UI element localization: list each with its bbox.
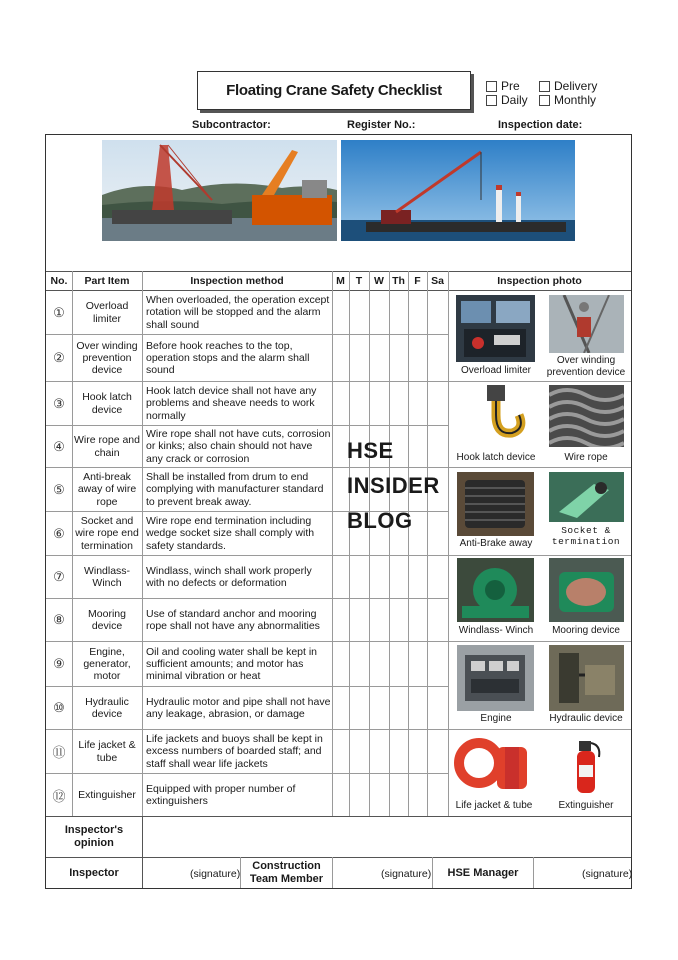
part-item: Over winding prevention device bbox=[76, 339, 138, 377]
hse-signature[interactable]: (signature) bbox=[582, 868, 633, 880]
freq-daily[interactable]: Daily bbox=[486, 93, 528, 107]
checkbox-pre[interactable] bbox=[486, 81, 497, 92]
windlass-winch-caption: Windlass- Winch bbox=[458, 625, 534, 636]
inspection-method: Hook latch device shall not have any problems and sheave needs to work normally bbox=[146, 385, 317, 422]
life-jacket-caption: Life jacket & tube bbox=[455, 800, 533, 811]
windlass-winch-photo bbox=[457, 558, 534, 622]
row-number: ⑩ bbox=[53, 700, 65, 715]
mooring-caption: Mooring device bbox=[552, 625, 620, 636]
over-winding-caption: Over winding prevention device bbox=[546, 355, 626, 378]
col-day-w: W bbox=[374, 275, 384, 287]
inspection-method: Wire rope end termination including wedge socket size shall comply with safety standards. bbox=[146, 515, 315, 552]
row-number: ⑤ bbox=[53, 481, 65, 497]
divider bbox=[142, 271, 143, 816]
mooring-photo bbox=[549, 558, 624, 622]
anti-brake-photo bbox=[457, 472, 534, 536]
row-number: ① bbox=[53, 304, 65, 320]
inspection-method: Before hook reaches to the top, operation stops and the alarm shall sound bbox=[146, 339, 310, 377]
checkbox-monthly[interactable] bbox=[539, 95, 550, 106]
subcontractor-label: Subcontractor: bbox=[192, 119, 271, 131]
row-number: ② bbox=[53, 350, 65, 365]
inspection-date-label: Inspection date: bbox=[498, 119, 583, 131]
over-winding-photo bbox=[549, 295, 624, 353]
row-number: ⑫ bbox=[52, 788, 66, 804]
divider bbox=[389, 271, 390, 816]
part-item: Mooring device bbox=[88, 607, 126, 632]
crane-photo-left bbox=[102, 140, 337, 241]
extinguisher-caption: Extinguisher bbox=[558, 800, 614, 811]
inspection-method: Windlass, winch shall work properly with no defects or deformation bbox=[146, 564, 312, 589]
row-number: ⑪ bbox=[52, 745, 66, 760]
socket-termination-photo bbox=[549, 472, 624, 522]
divider bbox=[448, 271, 449, 816]
inspector-opinion-field[interactable] bbox=[143, 817, 631, 857]
divider bbox=[332, 271, 333, 816]
part-item: Extinguisher bbox=[78, 788, 136, 801]
inspection-method: Hydraulic motor and pipe shall not have any leakage, abrasion, or damage bbox=[146, 695, 331, 720]
divider bbox=[448, 729, 631, 730]
checkbox-daily[interactable] bbox=[486, 95, 497, 106]
col-day-m: M bbox=[336, 275, 345, 287]
col-method: Inspection method bbox=[190, 275, 284, 287]
socket-termination-caption: Socket & termination bbox=[551, 525, 621, 547]
freq-pre[interactable]: Pre bbox=[486, 79, 520, 93]
col-day-sa: Sa bbox=[431, 275, 444, 287]
divider bbox=[448, 467, 631, 468]
part-item: Socket and wire rope end termination bbox=[75, 515, 139, 552]
inspector-opinion-label: Inspector's opinion bbox=[64, 824, 124, 849]
divider bbox=[349, 271, 350, 816]
col-photo: Inspection photo bbox=[497, 275, 582, 287]
hse-manager-label: HSE Manager bbox=[447, 866, 519, 879]
page-title: Floating Crane Safety Checklist bbox=[197, 71, 471, 110]
checkbox-delivery[interactable] bbox=[539, 81, 550, 92]
part-item: Overload limiter bbox=[85, 300, 129, 325]
construction-signature[interactable]: (signature) bbox=[381, 868, 432, 880]
inspection-method: Shall be installed from drum to end complying with manufacturer standard to prevent break away. bbox=[146, 471, 324, 508]
divider bbox=[427, 271, 428, 816]
register-label: Register No.: bbox=[347, 119, 416, 131]
divider bbox=[533, 857, 534, 888]
overload-limiter-photo bbox=[456, 295, 535, 362]
engine-photo bbox=[457, 645, 534, 711]
row-number: ⑥ bbox=[53, 525, 65, 541]
row-number: ③ bbox=[53, 395, 65, 411]
col-day-t: T bbox=[355, 275, 363, 287]
wire-rope-photo bbox=[549, 385, 624, 447]
col-no: No. bbox=[50, 275, 68, 287]
col-day-th: Th bbox=[392, 275, 405, 287]
part-item: Life jacket & tube bbox=[78, 739, 136, 764]
row-number: ⑨ bbox=[53, 656, 65, 671]
hook-latch-photo bbox=[457, 385, 537, 447]
hook-latch-caption: Hook latch device bbox=[456, 452, 536, 463]
life-jacket-photo bbox=[453, 733, 535, 797]
divider bbox=[408, 271, 409, 816]
part-item: Wire rope and chain bbox=[74, 434, 140, 459]
inspection-method: When overloaded, the operation except rotation will be stopped and the alarm shall sound bbox=[146, 294, 330, 331]
hydraulic-photo bbox=[549, 645, 624, 711]
watermark-line-3: BLOG bbox=[347, 508, 413, 533]
hydraulic-caption: Hydraulic device bbox=[549, 713, 623, 724]
watermark-line-1: HSE bbox=[347, 438, 394, 463]
inspection-method: Life jackets and buoys shall be kept in excess numbers of boarded staff; and staff shall wear life jackets bbox=[146, 733, 323, 770]
part-item: Hydraulic device bbox=[85, 695, 129, 720]
divider bbox=[448, 381, 631, 382]
crane-photo-right bbox=[341, 140, 575, 241]
divider bbox=[448, 641, 631, 642]
inspection-method: Equipped with proper number of extinguishers bbox=[146, 782, 296, 807]
wire-rope-caption: Wire rope bbox=[564, 452, 608, 463]
freq-monthly[interactable]: Monthly bbox=[539, 93, 596, 107]
part-item: Windlass-Winch bbox=[83, 564, 131, 589]
part-item: Hook latch device bbox=[82, 391, 132, 416]
inspector-signature[interactable]: (signature) bbox=[190, 868, 241, 880]
anti-brake-caption: Anti-Brake away bbox=[459, 538, 533, 549]
part-item: Engine, generator, motor bbox=[83, 645, 131, 683]
col-part-item: Part Item bbox=[84, 275, 130, 287]
inspection-method: Oil and cooling water shall be kept in sufficient amounts; and motor has minimal vibration or heat bbox=[146, 645, 318, 683]
row-number: ⑧ bbox=[53, 612, 65, 627]
inspector-label: Inspector bbox=[69, 866, 119, 879]
inspection-method: Use of standard anchor and mooring rope shall not have any abnormalities bbox=[146, 607, 320, 632]
divider bbox=[448, 555, 631, 556]
col-day-f: F bbox=[414, 275, 421, 287]
divider bbox=[332, 857, 333, 888]
row-number: ⑦ bbox=[53, 569, 65, 584]
engine-caption: Engine bbox=[480, 713, 512, 724]
part-item: Anti-break away of wire rope bbox=[77, 471, 137, 508]
inspection-method: Wire rope shall not have cuts, corrosion or kinks; also chain should not have any crack or corrosion bbox=[146, 428, 331, 465]
watermark-line-2: INSIDER bbox=[347, 473, 440, 498]
extinguisher-photo bbox=[565, 733, 605, 797]
overload-limiter-caption: Overload limiter bbox=[460, 365, 532, 376]
construction-member-label: Construction Team Member bbox=[249, 860, 324, 885]
divider bbox=[369, 271, 370, 816]
freq-delivery[interactable]: Delivery bbox=[539, 79, 597, 93]
row-number: ④ bbox=[53, 438, 65, 454]
